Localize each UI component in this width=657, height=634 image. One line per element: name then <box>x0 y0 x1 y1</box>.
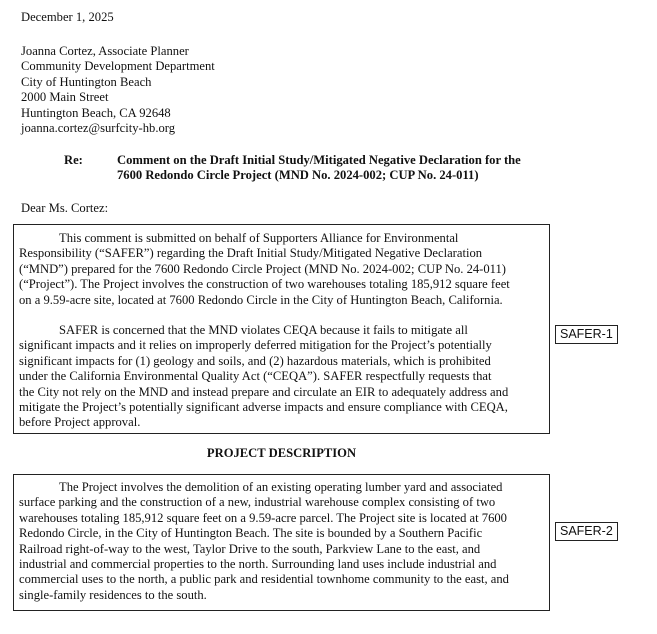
re-label: Re: <box>64 153 83 167</box>
paragraph-line: The Project involves the demolition of an existing operating lumber yard and associated <box>59 480 503 494</box>
paragraph-line: on a 9.59-acre site, located at 7600 Redondo Circle in the City of Huntington Beach, California. <box>19 292 503 307</box>
address-block <box>21 44 215 136</box>
paragraph-line: the City not rely on the MND and instead prepare and circulate an EIR to adequately address and <box>19 384 509 399</box>
paragraph-line: Responsibility (“SAFER”) regarding the Draft Initial Study/Mitigated Negative Declaration <box>19 246 483 261</box>
re-subject-line: Comment on the Draft Initial Study/Mitigated Negative Declaration for the <box>117 153 521 167</box>
re-subject-line: 7600 Redondo Circle Project (MND No. 2024-002; CUP No. 24-011) <box>117 168 479 183</box>
paragraph-line: industrial and commercial properties to the north. Surrounding land uses include industrial and <box>19 557 497 572</box>
salutation: Dear Ms. Cortez: <box>21 201 109 215</box>
paragraph-line: under the California Environmental Quality Act (“CEQA”). SAFER respectfully requests that <box>19 369 492 384</box>
address-line: Community Development Department <box>21 59 215 74</box>
paragraph-line: significant impacts and it relies on improperly deferred mitigation for the Project’s potentially <box>19 338 492 353</box>
paragraph-line: (“Project”). The Project involves the construction of two warehouses totaling 185,912 square feet <box>19 277 510 292</box>
paragraph-line: single-family residences to the south. <box>19 587 207 602</box>
paragraph-line: warehouses totaling 185,912 square feet on a 9.59-acre parcel. The Project site is located at 7600 <box>19 510 507 525</box>
address-line: Joanna Cortez, Associate Planner <box>21 44 189 58</box>
paragraph-line: This comment is submitted on behalf of Supporters Alliance for Environmental <box>59 231 459 245</box>
paragraph-line: mitigate the Project’s potentially significant adverse impacts and ensure compliance with CEQA, <box>19 400 508 415</box>
paragraph-line: Redondo Circle, in the City of Huntington Beach. The site is bounded by a Southern Pacific <box>19 526 483 541</box>
address-line: Huntington Beach, CA 92648 <box>21 105 171 120</box>
paragraph-line: SAFER is concerned that the MND violates CEQA because it fails to mitigate all <box>59 323 468 338</box>
comment-2-text <box>19 480 509 603</box>
letter-date: December 1, 2025 <box>21 10 114 24</box>
section-heading: PROJECT DESCRIPTION <box>206 446 357 460</box>
address-line: City of Huntington Beach <box>21 74 152 89</box>
re-subject <box>117 153 521 184</box>
paragraph-line: (“MND”) prepared for the 7600 Redondo Circle Project (MND No. 2024-002; CUP No. 24-011) <box>19 261 506 276</box>
comment-1-text <box>19 231 510 431</box>
address-line: 2000 Main Street <box>21 90 109 105</box>
paragraph-line: surface parking and the construction of a new, industrial warehouse complex consisting of two <box>19 495 496 510</box>
paragraph-line: commercial uses to the north, a public park and residential townhome community to the east, and <box>19 572 509 587</box>
paragraph-line: before Project approval. <box>19 415 141 430</box>
comment-tag-safer-2: SAFER-2 <box>555 522 618 541</box>
paragraph-line: Railroad right-of-way to the west, Taylor Drive to the south, Parkview Lane to the east, and <box>19 541 481 556</box>
address-email: joanna.cortez@surfcity-hb.org <box>21 121 176 136</box>
paragraph-line: significant impacts for (1) geology and soils, and (2) hazardous materials, which is prohibited <box>19 353 491 368</box>
comment-tag-safer-1: SAFER-1 <box>555 325 618 344</box>
